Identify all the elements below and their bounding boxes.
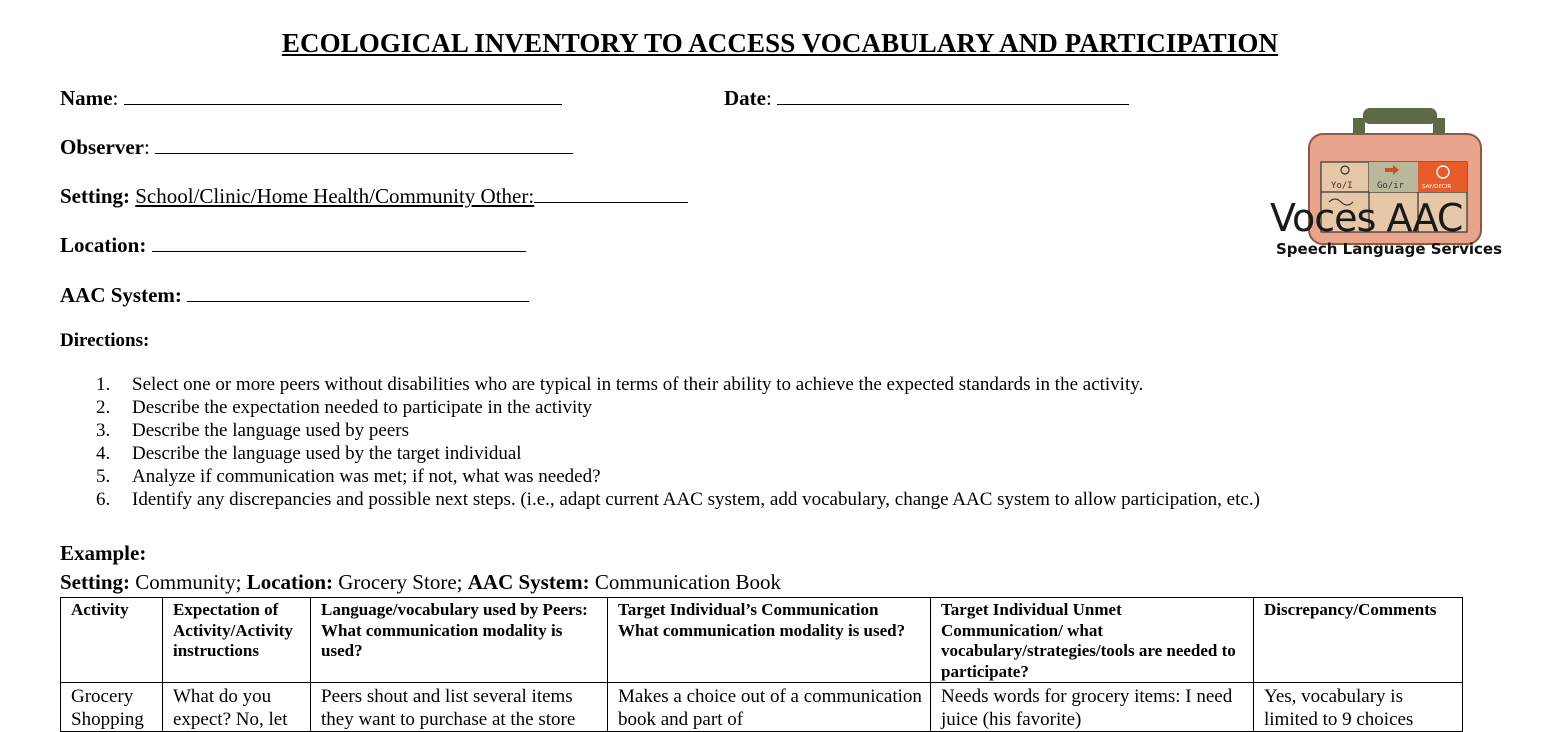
table-cell: Peers shout and list several items they want to purchase at the store (311, 683, 608, 732)
header-expectation: Expectation of Activity/Activity instructions (163, 598, 311, 683)
observer-blank[interactable] (155, 153, 573, 154)
aac-system-field (60, 283, 529, 308)
aac-system-blank[interactable] (187, 301, 529, 302)
direction-step: 2. Describe the expectation needed to participate in the activity (96, 397, 593, 418)
page-title: ECOLOGICAL INVENTORY TO ACCESS VOCABULARY AND PARTICIPATION (281, 28, 1279, 58)
header-target-communication: Target Individual’s Communication What communication modality is used? (608, 598, 931, 683)
setting-label: Setting: (60, 184, 130, 208)
setting-options: School/Clinic/Home Health/Community Other: (135, 184, 535, 208)
logo-tagline: Speech Language Services (1276, 240, 1502, 258)
example-heading: Example: (60, 541, 147, 565)
svg-text:SAY/DECIR: SAY/DECIR (1422, 184, 1452, 190)
header-unmet-communication: Target Individual Unmet Communication/ what vocabulary/strategies/tools are needed to participate? (931, 598, 1254, 683)
date-blank[interactable] (777, 104, 1129, 105)
example-location-value: Grocery Store; (338, 570, 463, 594)
example-aac-value: Communication Book (594, 570, 781, 594)
table-cell: Makes a choice out of a communication book and part of (608, 683, 931, 732)
header-peer-language: Language/vocabulary used by Peers: What communication modality is used? (311, 598, 608, 683)
header-activity: Activity (61, 598, 163, 683)
inventory-table (60, 597, 1463, 732)
example-setting-label: Setting: (60, 570, 130, 594)
example-setting-line (60, 570, 781, 595)
date-field: Date: (724, 86, 1129, 111)
date-label: Date (724, 86, 766, 110)
svg-text:Go/ir: Go/ir (1377, 181, 1405, 191)
table-row (61, 683, 1463, 732)
direction-step: 1. Select one or more peers without disabilities who are typical in terms of their ability to achieve the expected standards in the activity. (96, 374, 1144, 395)
briefcase-handle-icon (1363, 108, 1437, 124)
example-setting-value: Community; (135, 570, 242, 594)
direction-step: 3. Describe the language used by peers (96, 420, 409, 441)
directions-list (60, 373, 1260, 511)
aac-system-label: AAC System: (60, 283, 182, 307)
setting-other-blank[interactable] (534, 202, 688, 203)
example-aac-label: AAC System: (467, 570, 590, 594)
name-blank[interactable] (124, 104, 562, 105)
setting-field (60, 184, 688, 209)
directions-heading: Directions: (60, 330, 150, 351)
svg-text:Yo/I: Yo/I (1331, 181, 1353, 191)
table-cell: Yes, vocabulary is limited to 9 choices (1254, 683, 1463, 732)
example-location-label: Location: (246, 570, 334, 594)
logo-brand: Voces AAC (1270, 196, 1463, 240)
name-label: Name (60, 86, 113, 110)
table-cell: Needs words for grocery items: I need juice (his favorite) (931, 683, 1254, 732)
table-cell: Grocery Shopping (61, 683, 163, 732)
name-field: Name: (60, 86, 562, 111)
location-field (60, 233, 526, 258)
observer-label: Observer (60, 135, 144, 159)
header-discrepancy: Discrepancy/Comments (1254, 598, 1463, 683)
location-label: Location: (60, 233, 147, 257)
direction-step: 6. Identify any discrepancies and possible next steps. (i.e., adapt current AAC system, add vocabulary, change AAC system to allow participation, etc.) (96, 489, 1260, 510)
observer-field: Observer: (60, 135, 573, 160)
table-cell: What do you expect? No, let (163, 683, 311, 732)
direction-step: 5. Analyze if communication was met; if not, what was needed? (96, 466, 601, 487)
location-blank[interactable] (152, 251, 526, 252)
table-header-row (61, 598, 1463, 683)
direction-step: 4. Describe the language used by the target individual (96, 443, 522, 464)
